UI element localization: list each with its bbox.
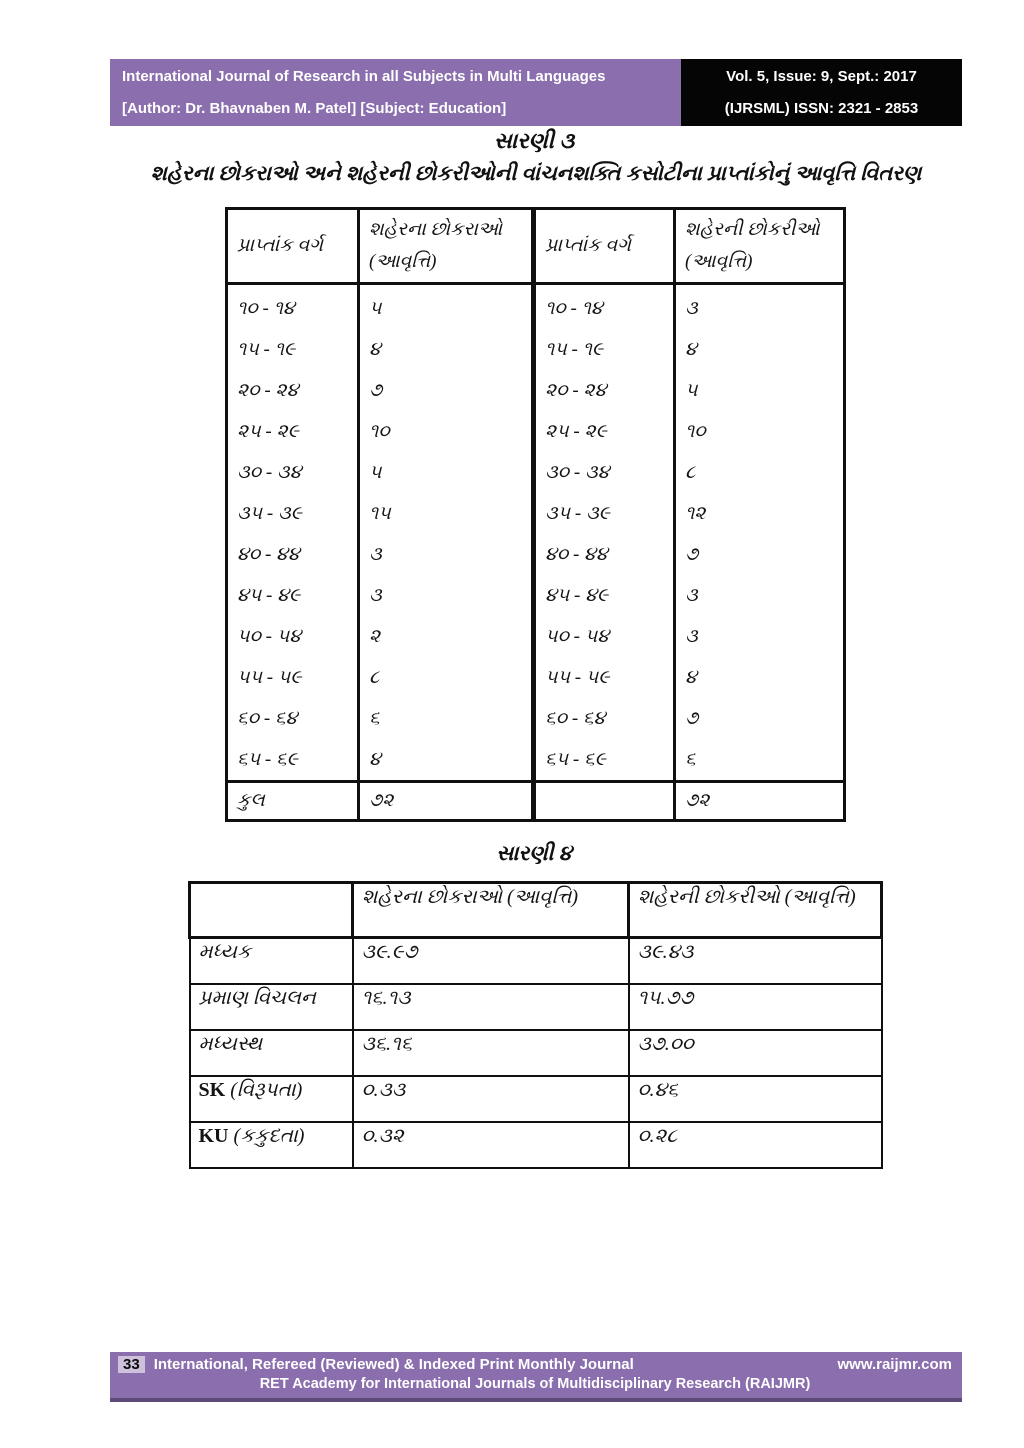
table3-header-line2: (આવૃત્તિ) [685, 251, 753, 272]
frequency-value: ૧૫ [369, 502, 391, 524]
score-class: ૨૫ - ૨૯ [237, 420, 299, 442]
frequency-value: ૨ [369, 625, 381, 647]
table3-column-0 [227, 284, 359, 782]
journal-header [110, 59, 962, 126]
table4-header-cell: શહેરની છોકરીઓ (આવૃત્તિ) [629, 883, 882, 938]
score-class: ૪૦ - ૪૪ [545, 543, 608, 565]
score-class: ૬૫ - ૬૯ [237, 748, 298, 770]
table4-statistics [188, 881, 883, 1169]
frequency-value: ૮ [369, 666, 380, 688]
score-class: ૨૫ - ૨૯ [545, 420, 607, 442]
frequency-value: ૫ [369, 461, 382, 483]
table3-total-row [227, 782, 845, 821]
frequency-value: ૫ [685, 379, 698, 401]
score-class: ૧૫ - ૧૯ [545, 338, 604, 360]
score-class: ૫૫ - ૫૯ [545, 666, 610, 688]
score-class: ૨૦ - ૨૪ [237, 379, 299, 401]
table3-header-line1: શહેરના છોકરાઓ [369, 218, 503, 240]
total-value: ૭૨ [359, 782, 534, 821]
journal-title: International Journal of Research in all Subjects in Multi Languages [122, 68, 606, 85]
score-class: ૪૦ - ૪૪ [237, 543, 300, 565]
table4-header-cell [190, 883, 353, 938]
score-class: ૩૫ - ૩૯ [237, 502, 302, 524]
statistic-value: ૦.૪૬ [629, 1076, 882, 1122]
frequency-value: ૭ [685, 543, 699, 565]
table3-header-line1: પ્રાપ્તાંક વર્ગ [545, 234, 632, 256]
journal-issn: (IJRSML) ISSN: 2321 - 2853 [724, 100, 919, 117]
statistic-latin-code: KU [198, 1125, 234, 1147]
frequency-value: ૧૦ [685, 420, 706, 442]
table4-row [190, 1030, 882, 1076]
total-label: કુલ [227, 782, 359, 821]
score-class: ૨૦ - ૨૪ [545, 379, 607, 401]
score-class: ૩૫ - ૩૯ [545, 502, 610, 524]
frequency-value: ૩ [685, 625, 698, 647]
statistic-value: ૩૯.૪૩ [629, 938, 882, 985]
frequency-value: ૭ [685, 707, 699, 729]
footer-journal-type: International, Refereed (Reviewed) & Indexed Print Monthly Journal [153, 1356, 634, 1373]
score-class: ૪૫ - ૪૯ [237, 584, 301, 606]
total-value [534, 782, 675, 821]
table3-frequency-distribution [225, 207, 846, 822]
table4-title: સારણી ૪ [496, 841, 572, 865]
statistic-value: ૧૬.૧૩ [353, 984, 629, 1030]
footer-bar [110, 1352, 962, 1402]
frequency-value: ૭ [369, 379, 383, 401]
table3-header-line1: પ્રાપ્તાંક વર્ગ [237, 234, 324, 256]
table3-header-cell [227, 209, 359, 284]
footer-website: www.raijmr.com [837, 1356, 952, 1373]
frequency-value: ૩ [685, 584, 698, 606]
score-class: ૪૫ - ૪૯ [545, 584, 609, 606]
table3-title: સારણી ૩ [493, 128, 575, 153]
score-class: ૫૦ - ૫૪ [545, 625, 610, 647]
statistic-value: ૦.૩૨ [353, 1122, 629, 1168]
table4-row [190, 938, 882, 985]
score-class: ૫૦ - ૫૪ [237, 625, 302, 647]
table4-row [190, 1076, 882, 1122]
score-class: ૧૦ - ૧૪ [545, 297, 603, 319]
statistic-label: મધ્યક [190, 938, 353, 985]
statistic-gujarati-name: (વિરૂપતા) [230, 1079, 303, 1101]
score-class: ૬૦ - ૬૪ [545, 707, 606, 729]
footer-line1 [118, 1356, 952, 1373]
table3-column-2 [534, 284, 675, 782]
journal-header-left [110, 59, 681, 126]
journal-author-subject: [Author: Dr. Bhavnaben M. Patel] [Subject: Education] [122, 100, 507, 117]
statistic-gujarati-name: (કકુદતા) [233, 1125, 305, 1147]
table3-body-row [227, 284, 845, 782]
statistic-value: ૦.૨૮ [629, 1122, 882, 1168]
table3-column-3 [675, 284, 845, 782]
table3-header-line2: (આવૃત્તિ) [369, 251, 437, 272]
table3-subtitle: શહેરના છોકરાઓ અને શહેરની છોકરીઓની વાંચનશક્તિ કસોટીના પ્રાપ્તાંકોનું આવૃત્તિ વિતરણ [150, 161, 922, 185]
table3-header-cell [675, 209, 845, 284]
table3-header-row [227, 209, 845, 284]
frequency-value: ૩ [369, 543, 382, 565]
frequency-value: ૫ [369, 297, 382, 319]
statistic-label [190, 1076, 353, 1122]
score-class: ૧૫ - ૧૯ [237, 338, 296, 360]
table4-header-row [190, 883, 882, 938]
total-value: ૭૨ [675, 782, 845, 821]
frequency-value: ૬ [369, 707, 380, 729]
table3-column-1 [359, 284, 534, 782]
frequency-value: ૩ [685, 297, 698, 319]
table3-header-line1: શહેરની છોકરીઓ [685, 218, 820, 240]
score-class: ૫૫ - ૫૯ [237, 666, 302, 688]
statistic-label: પ્રમાણ વિચલન [190, 984, 353, 1030]
frequency-value: ૪ [685, 666, 697, 688]
frequency-value: ૪ [369, 338, 381, 360]
statistic-value: ૩૬.૧૬ [353, 1030, 629, 1076]
journal-header-right [681, 59, 962, 126]
frequency-value: ૮ [685, 461, 696, 483]
footer-academy-line: RET Academy for International Journals of Multidisciplinary Research (RAIJMR) [259, 1376, 811, 1392]
frequency-value: ૩ [369, 584, 382, 606]
frequency-value: ૧૨ [685, 502, 706, 524]
statistic-value: ૦.૩૩ [353, 1076, 629, 1122]
statistic-value: ૧૫.૭૭ [629, 984, 882, 1030]
score-class: ૬૦ - ૬૪ [237, 707, 298, 729]
table4-row [190, 1122, 882, 1168]
page-number: 33 [118, 1356, 145, 1373]
frequency-value: ૪ [369, 748, 381, 770]
statistic-value: ૩૯.૯૭ [353, 938, 629, 985]
score-class: ૧૦ - ૧૪ [237, 297, 295, 319]
table4-header-cell: શહેરના છોકરાઓ (આવૃત્તિ) [353, 883, 629, 938]
frequency-value: ૧૦ [369, 420, 390, 442]
score-class: ૩૦ - ૩૪ [545, 461, 610, 483]
journal-volume-issue: Vol. 5, Issue: 9, Sept.: 2017 [726, 68, 917, 85]
score-class: ૬૫ - ૬૯ [545, 748, 606, 770]
frequency-value: ૬ [685, 748, 696, 770]
score-class: ૩૦ - ૩૪ [237, 461, 302, 483]
statistic-value: ૩૭.૦૦ [629, 1030, 882, 1076]
frequency-value: ૪ [685, 338, 697, 360]
table3-header-cell [534, 209, 675, 284]
statistic-label [190, 1122, 353, 1168]
table3-header-cell [359, 209, 534, 284]
statistic-label: મધ્યસ્થ [190, 1030, 353, 1076]
table4-row [190, 984, 882, 1030]
statistic-latin-code: SK [198, 1079, 231, 1101]
